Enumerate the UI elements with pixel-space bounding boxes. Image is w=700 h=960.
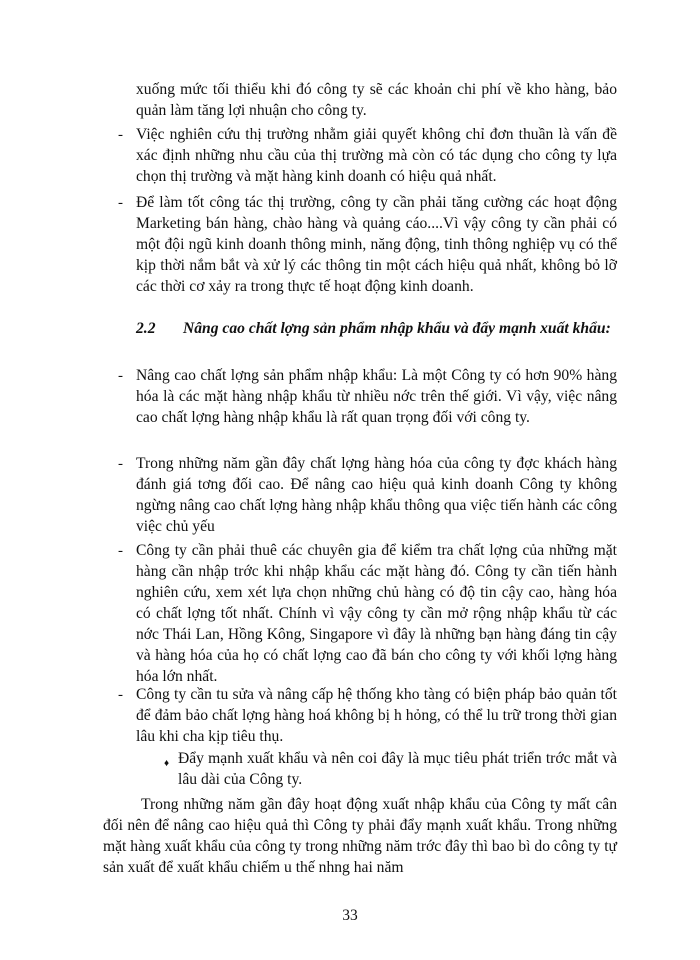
dash-marker: - <box>118 543 123 559</box>
section-number: 2.2 <box>136 320 156 337</box>
diamond-bullet-icon: ♦ <box>164 758 170 769</box>
list-item-recent-years: Trong những năm gần đây chất lợng hàng hóa của công ty đợc khách hàng đánh giá tơng đối cao. Để nâng cao hiệu quả kinh doanh Công ty không ngừng nâng cao chất lợng hàng nhập khẩu thông qua việc tiến hành các công việc chủ yếu <box>136 455 617 535</box>
dash-marker: - <box>118 127 123 143</box>
dash-marker: - <box>118 456 123 472</box>
dash-marker: - <box>118 368 123 384</box>
bullet-item-export: Đẩy mạnh xuất khẩu và nên coi đây là mục tiêu phát triển trớc mắt và lâu dài của Công ty. <box>178 750 617 788</box>
list-item-market-research: Việc nghiên cứu thị trường nhằm giải quyết không chỉ đơn thuần là vấn đề xác định những nhu cầu của thị trường mà còn có tác dụng cho công ty lựa chọn thị trường và mặt hàng kinh doanh có hiệu quả nhất. <box>136 126 617 185</box>
list-item-warehouse: Công ty cần tu sửa và nâng cấp hệ thống kho tàng có biện pháp bảo quản tốt để đảm bảo chất lợng hàng hoá không bị h hỏng, có thể lu trữ trong thời gian lâu khi cha kịp tiêu thụ. <box>136 686 617 745</box>
list-item-import-quality: Nâng cao chất lợng sản phẩm nhập khẩu: Là một Công ty có hơn 90% hàng hóa là các mặt hàng nhập khẩu từ nhiều nớc trên thế giới. Vì vậy, việc nâng cao chất lợng hàng nhập khẩu là rất quan trọng đối với công ty. <box>136 367 617 426</box>
intro-continuation: xuống mức tối thiểu khi đó công ty sẽ các khoản chi phí về kho hàng, bảo quản làm tăng lợi nhuận cho công ty. <box>136 81 617 119</box>
section-heading <box>136 318 617 339</box>
page-number: 33 <box>342 907 358 924</box>
list-item-experts: Công ty cần phải thuê các chuyên gia để kiểm tra chất lợng của những mặt hàng cần nhập trớc khi nhập khẩu các mặt hàng đó. Công ty cần tiến hành nghiên cứu, xem xét lựa chọn những chủ hàng có độ tin cậy cao, hàng hóa có chất lợng tốt nhất. Chính vì vậy công ty cần mở rộng nhập khẩu từ các nớc Thái Lan, Hồng Kông, Singapore vì đây là những bạn hàng đáng tin cậy và hàng hóa của họ có chất lợng cao đã bán cho công ty với khối lợng hàng hóa lớn nhất. <box>136 542 617 685</box>
closing-paragraph: Trong những năm gần đây hoạt động xuất nhập khẩu của Công ty mất cân đối nên để nâng cao hiệu quả thì Công ty phải đẩy mạnh xuất khẩu. Trong những mặt hàng xuất khẩu của công ty trong những năm trớc đây thì bao bì do công ty tự sản xuất để xuất khẩu chiếm u thế nhng hai năm <box>103 796 617 876</box>
dash-marker: - <box>118 687 123 703</box>
list-item-marketing: Để làm tốt công tác thị trường, công ty cần phải tăng cường các hoạt động Marketing bán hàng, chào hàng và quảng cáo....Vì vậy công ty cần phải có một đội ngũ kinh doanh thông minh, năng động, tinh thông nghiệp vụ có thể kịp thời nắm bắt và xử lý các thông tin một cách hiệu quả nhất, không bỏ lỡ các thời cơ xảy ra trong thực tế hoạt động kinh doanh. <box>136 194 617 295</box>
dash-marker: - <box>118 195 123 211</box>
section-title: Nâng cao chất lợng sản phẩm nhập khẩu và đẩy mạnh xuất khẩu: <box>183 320 611 337</box>
